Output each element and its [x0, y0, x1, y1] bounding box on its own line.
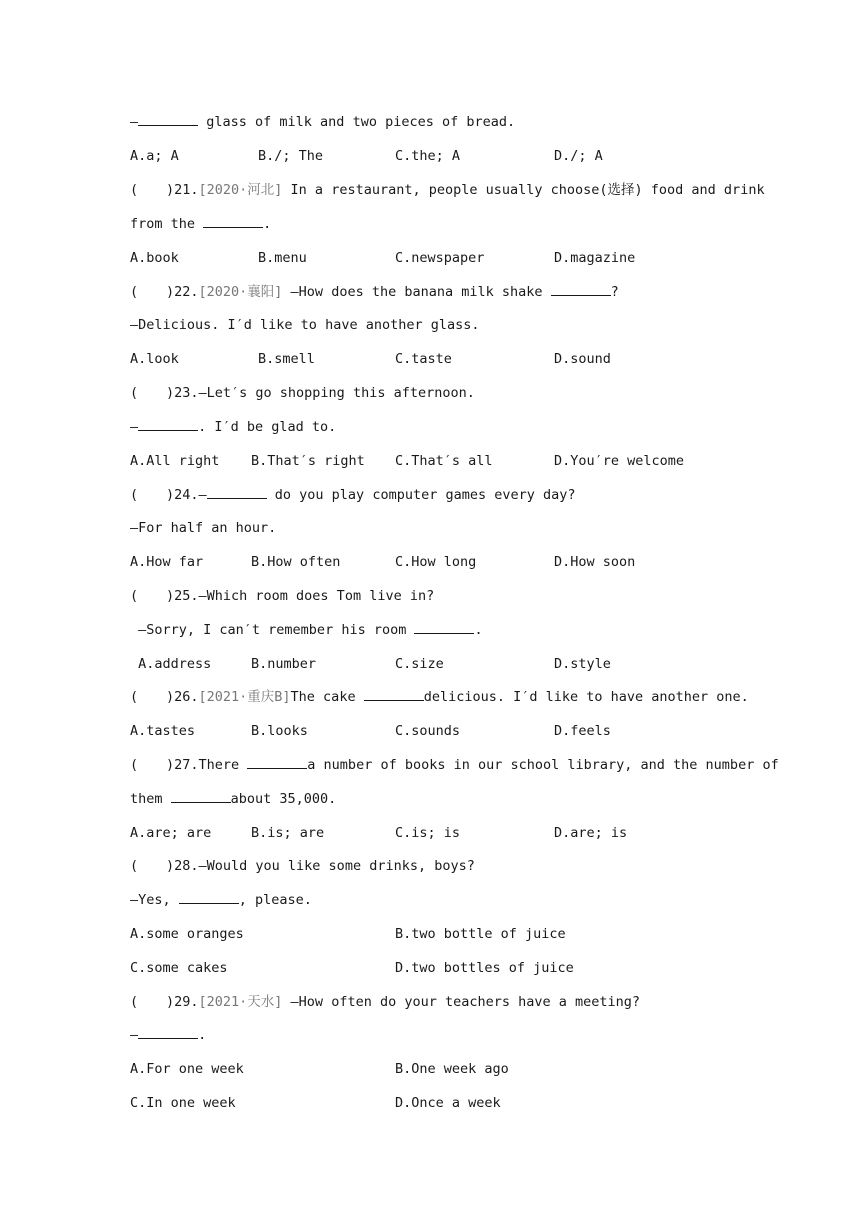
- q27-option-a: A.are; are: [130, 825, 212, 841]
- q26-option-d: D.feels: [554, 723, 611, 739]
- q29-option-b: B.One week ago: [395, 1061, 509, 1077]
- q28-answer-line: —Yes, , please.: [130, 892, 312, 908]
- q24-option-a: A.How far: [130, 554, 204, 570]
- q25-option-d: D.style: [554, 656, 611, 672]
- q29-stem: ( )29.[2021·天水] —How often do your teachers have a meeting?: [130, 994, 641, 1010]
- q24-stem: ( )24.— do you play computer games every day?: [130, 487, 576, 503]
- q22-answer-line: —Delicious. I′d like to have another glass.: [130, 317, 480, 333]
- q28-option-b: B.two bottle of juice: [395, 926, 566, 942]
- q22-source: [2020·襄阳]: [198, 284, 283, 300]
- q25-option-a: A.address: [130, 656, 212, 672]
- answer-blank: [138, 113, 198, 126]
- q25-option-b: B.number: [251, 656, 317, 672]
- q26-option-b: B.looks: [251, 723, 308, 739]
- answer-blank: [551, 283, 611, 296]
- q27-option-b: B.is; are: [251, 825, 325, 841]
- q27-stem-cont: them about 35,000.: [130, 791, 337, 807]
- answer-blank: [138, 1026, 198, 1039]
- q27-option-d: D.are; is: [554, 825, 628, 841]
- q29-option-d: D.Once a week: [395, 1095, 501, 1111]
- answer-blank: [138, 418, 198, 431]
- q22-option-c: C.taste: [395, 351, 452, 367]
- q26-option-a: A.tastes: [130, 723, 196, 739]
- q21-stem-cont: from the .: [130, 216, 272, 232]
- q28-stem: ( )28.—Would you like some drinks, boys?: [130, 858, 475, 874]
- answer-blank: [203, 215, 263, 228]
- q20-option-d: D./; A: [554, 148, 603, 164]
- answer-blank: [179, 891, 239, 904]
- q21-source: [2020·河北]: [198, 182, 283, 198]
- q26-source: [2021·重庆B]: [198, 689, 291, 705]
- q20-stem: — glass of milk and two pieces of bread.: [130, 114, 516, 130]
- q21-option-d: D.magazine: [554, 250, 636, 266]
- q23-option-d: D.You′re welcome: [554, 453, 685, 469]
- q25-stem: ( )25.—Which room does Tom live in?: [130, 588, 435, 604]
- q20-option-a: A.a; A: [130, 148, 179, 164]
- q28-option-c: C.some cakes: [130, 960, 228, 976]
- q23-option-a: A.All right: [130, 453, 220, 469]
- q21-option-c: C.newspaper: [395, 250, 485, 266]
- q20-option-b: B./; The: [258, 148, 324, 164]
- q28-option-a: A.some oranges: [130, 926, 244, 942]
- q24-option-c: C.How long: [395, 554, 477, 570]
- q23-stem: ( )23.—Let′s go shopping this afternoon.: [130, 385, 475, 401]
- q22-option-a: A.look: [130, 351, 179, 367]
- q22-option-d: D.sound: [554, 351, 611, 367]
- q20-option-c: C.the; A: [395, 148, 461, 164]
- q21-option-b: B.menu: [258, 250, 307, 266]
- q24-option-b: B.How often: [251, 554, 341, 570]
- answer-blank: [414, 621, 474, 634]
- q27-option-c: C.is; is: [395, 825, 461, 841]
- q28-option-d: D.two bottles of juice: [395, 960, 574, 976]
- q29-source: [2021·天水]: [198, 994, 283, 1010]
- answer-blank: [247, 756, 307, 769]
- answer-blank: [364, 688, 424, 701]
- q26-stem: ( )26.[2021·重庆B]The cake delicious. I′d like to have another one.: [130, 689, 749, 705]
- q26-option-c: C.sounds: [395, 723, 461, 739]
- q21-option-a: A.book: [130, 250, 179, 266]
- q22-option-b: B.smell: [258, 351, 315, 367]
- answer-blank: [171, 790, 231, 803]
- q27-stem: ( )27.There a number of books in our school library, and the number of: [130, 757, 779, 773]
- q22-stem: ( )22.[2020·襄阳] —How does the banana milk shake ?: [130, 284, 619, 300]
- q23-answer-line: — . I′d be glad to.: [130, 419, 337, 435]
- q23-option-b: B.That′s right: [251, 453, 365, 469]
- q24-option-d: D.How soon: [554, 554, 636, 570]
- q24-answer-line: —For half an hour.: [130, 520, 277, 536]
- q25-answer-line: —Sorry, I can′t remember his room .: [130, 622, 483, 638]
- q29-option-a: A.For one week: [130, 1061, 244, 1077]
- q21-stem: ( )21.[2020·河北] In a restaurant, people usually choose(选择) food and drink: [130, 182, 765, 198]
- q29-option-c: C.In one week: [130, 1095, 236, 1111]
- q29-answer-line: — .: [130, 1027, 207, 1043]
- answer-blank: [207, 486, 267, 499]
- q23-option-c: C.That′s all: [395, 453, 493, 469]
- q25-option-c: C.size: [395, 656, 444, 672]
